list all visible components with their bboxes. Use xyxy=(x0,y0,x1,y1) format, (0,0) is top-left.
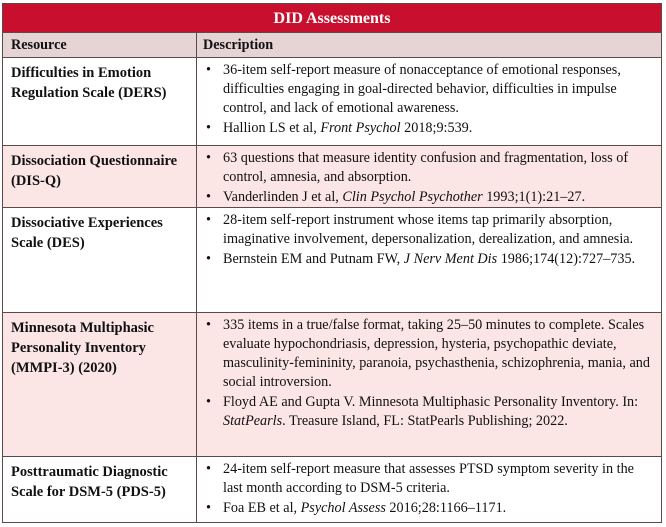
description-bullet: • 24-item self-report measure that assesses PTSD symptom severity in the last month according to DSM-5 criteria. xyxy=(203,460,655,498)
did-assessments-table xyxy=(2,3,662,523)
citation-journal: Psychol Assess xyxy=(300,500,386,516)
citation-details: 1993;1(1):21–27. xyxy=(482,189,586,205)
citation-details: 2016;28:1166–1171. xyxy=(385,500,507,516)
description-cell xyxy=(197,457,661,522)
citation-details: . Treasure Island, FL: StatPearls Publishing; 2022. xyxy=(282,413,568,429)
table-row xyxy=(3,146,661,208)
citation-journal: StatPearls xyxy=(223,413,283,429)
citation xyxy=(203,499,655,518)
table-title: DID Assessments xyxy=(3,4,661,33)
citation-journal: J Nerv Ment Dis xyxy=(403,251,498,267)
resource-name: Dissociation Questionnaire (DIS-Q) xyxy=(3,146,197,207)
citation xyxy=(203,393,655,431)
citation-journal: Front Psychol xyxy=(320,120,401,136)
description-bullet: • 63 questions that measure identity confusion and fragmentation, loss of control, amnesia, and absorption. xyxy=(203,149,655,187)
citation xyxy=(203,188,655,207)
description-cell xyxy=(197,208,661,312)
header-resource: Resource xyxy=(3,33,197,57)
table-row xyxy=(3,457,661,522)
citation-details: 2018;9:539. xyxy=(400,120,473,136)
description-bullet: • 335 items in a true/false format, taking 25–50 minutes to complete. Scales evaluate hypochondriasis, depression, hysteria, psychopathic deviate, masculinity-femininity, paranoia, psychasthenia, schizophrenia, mania, and social introversion. xyxy=(203,316,655,392)
header-description: Description xyxy=(203,37,274,53)
citation-authors: Bernstein EM and Putnam FW, xyxy=(223,251,404,267)
resource-name: Dissociative Experiences Scale (DES) xyxy=(3,208,197,312)
table-row xyxy=(3,58,661,146)
table-header-row xyxy=(3,33,661,58)
description-bullet: • 28-item self-report instrument whose items tap primarily absorption, imaginative involvement, depersonalization, derealization, and amnesia. xyxy=(203,211,655,249)
description-cell xyxy=(197,313,661,456)
citation-authors: Hallion LS et al, xyxy=(223,120,321,136)
description-cell xyxy=(197,58,661,145)
resource-name: Minnesota Multiphasic Personality Inventory (MMPI-3) (2020) xyxy=(3,313,197,456)
citation xyxy=(203,250,655,269)
citation-journal: Clin Psychol Psychother xyxy=(342,189,483,205)
citation-details: 1986;174(12):727–735. xyxy=(497,251,636,267)
description-bullet: • 36-item self-report measure of nonacceptance of emotional responses, difficulties engaging in goal-directed behavior, difficulties in impulse control, and lack of emotional awareness. xyxy=(203,61,655,118)
table-row xyxy=(3,208,661,313)
citation xyxy=(203,119,655,138)
resource-name: Posttraumatic Diagnostic Scale for DSM-5 (PDS-5) xyxy=(3,457,197,522)
citation-authors: Floyd AE and Gupta V. Minnesota Multiphasic Personality Inventory. In: xyxy=(223,394,639,410)
resource-name: Difficulties in Emotion Regulation Scale (DERS) xyxy=(3,58,197,145)
description-cell xyxy=(197,146,661,207)
citation-authors: Vanderlinden J et al, xyxy=(223,189,343,205)
citation-authors: Foa EB et al, xyxy=(223,500,301,516)
table-row xyxy=(3,313,661,457)
